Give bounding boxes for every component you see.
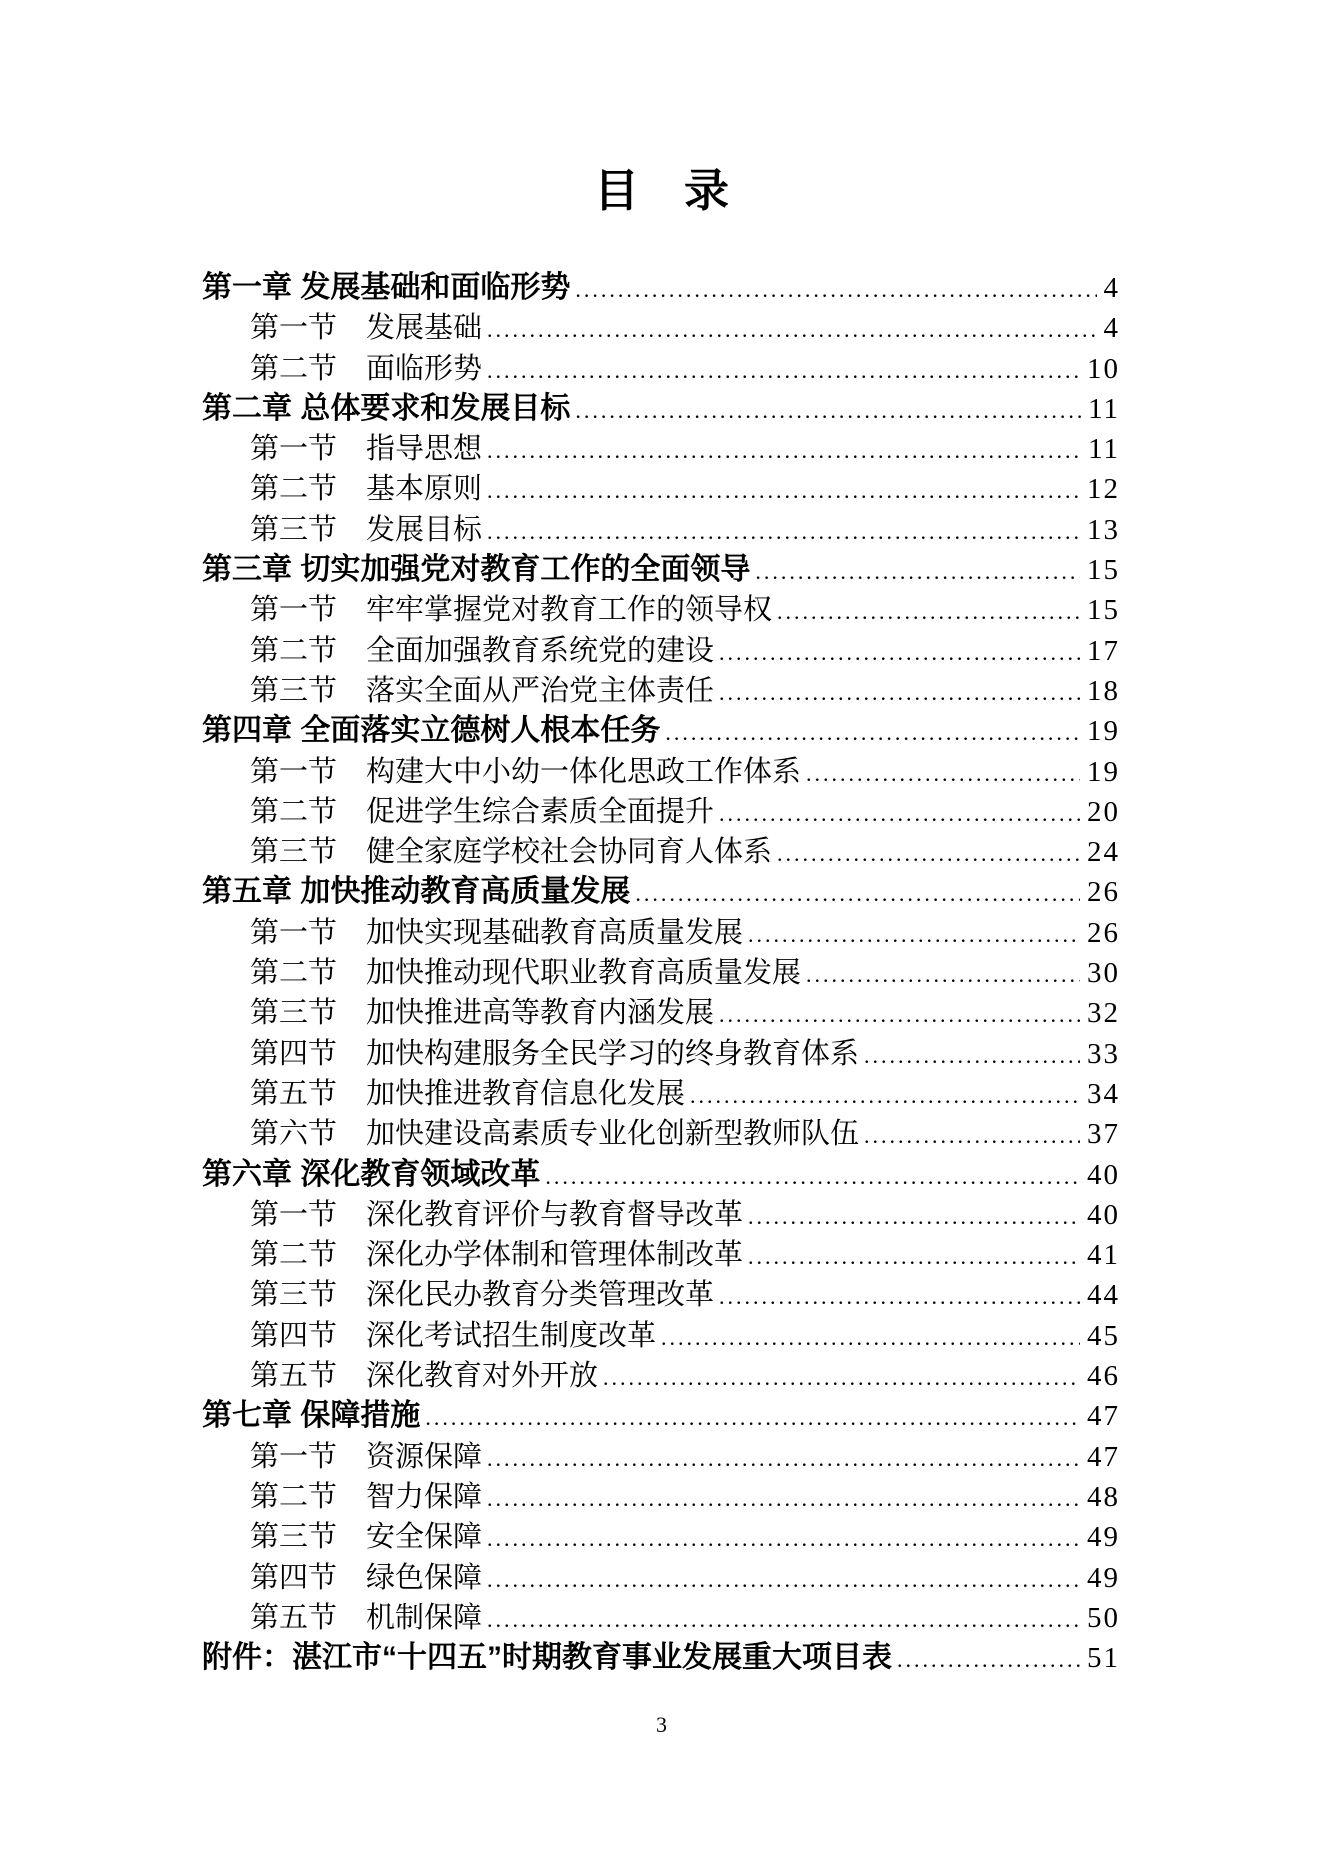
toc-leader-dots xyxy=(665,713,1080,751)
toc-leader-dots xyxy=(487,471,1080,509)
toc-page-number: 30 xyxy=(1087,957,1120,990)
toc-page-number: 24 xyxy=(1087,836,1120,869)
toc-entry[interactable] xyxy=(202,349,1120,389)
toc-entry[interactable] xyxy=(202,1558,1120,1598)
toc-page-number: 26 xyxy=(1087,876,1120,909)
toc-page-number: 10 xyxy=(1087,352,1120,385)
page-footer xyxy=(0,1712,1323,1738)
toc-leader-dots xyxy=(748,915,1080,953)
toc-entry[interactable] xyxy=(202,1074,1120,1114)
toc-entry-label: 第五节 加快推进教育信息化发展 xyxy=(250,1077,686,1110)
toc-leader-dots xyxy=(487,1439,1080,1477)
toc-leader-dots xyxy=(487,1600,1080,1638)
toc-entry-label: 第三节 落实全面从严治党主体责任 xyxy=(250,674,715,707)
toc-page-number: 49 xyxy=(1087,1521,1120,1554)
toc-page-number: 48 xyxy=(1087,1480,1120,1513)
toc-entry[interactable] xyxy=(202,1034,1120,1074)
toc-leader-dots xyxy=(545,1157,1080,1195)
toc-leader-dots xyxy=(719,633,1080,671)
toc-entry-label: 第五节 深化教育对外开放 xyxy=(250,1360,599,1393)
page-title: 目 录 xyxy=(593,165,729,216)
toc-leader-dots xyxy=(487,1479,1080,1517)
toc-entry[interactable] xyxy=(202,1235,1120,1275)
toc-leader-dots xyxy=(806,754,1080,792)
toc-page-number: 11 xyxy=(1088,392,1120,425)
toc-entry[interactable] xyxy=(202,469,1120,509)
toc-page-number: 4 xyxy=(1103,312,1120,345)
toc-entry[interactable] xyxy=(202,631,1120,671)
toc-page-number: 19 xyxy=(1087,715,1120,748)
toc-page-number: 26 xyxy=(1087,916,1120,949)
toc-entry[interactable] xyxy=(202,1437,1120,1477)
toc-page-number: 50 xyxy=(1087,1601,1120,1634)
toc-leader-dots xyxy=(719,794,1080,832)
toc-leader-dots xyxy=(487,431,1081,469)
toc-entry[interactable] xyxy=(202,389,1120,429)
toc-leader-dots xyxy=(603,1358,1080,1396)
toc-entry[interactable] xyxy=(202,1275,1120,1315)
toc-leader-dots xyxy=(777,592,1080,630)
toc-entry[interactable] xyxy=(202,510,1120,550)
toc-entry-label: 第二节 面临形势 xyxy=(250,352,483,385)
toc-entry-label: 第一节 指导思想 xyxy=(250,433,483,466)
toc-entry-label: 第四节 深化考试招生制度改革 xyxy=(250,1319,657,1352)
toc-entry[interactable] xyxy=(202,711,1120,751)
toc-entry[interactable] xyxy=(202,1195,1120,1235)
toc-entry-label: 第三节 深化民办教育分类管理改革 xyxy=(250,1279,715,1312)
toc-page-number: 32 xyxy=(1087,997,1120,1030)
toc-page-number: 19 xyxy=(1087,755,1120,788)
toc-entry-label: 第四章 全面落实立德树人根本任务 xyxy=(202,714,661,748)
toc-page-number: 37 xyxy=(1087,1118,1120,1151)
toc-entry[interactable] xyxy=(202,308,1120,348)
toc-leader-dots xyxy=(719,1277,1080,1315)
toc-leader-dots xyxy=(487,1519,1080,1557)
toc-entry[interactable] xyxy=(202,268,1120,308)
toc-entry-label: 第六节 加快建设高素质专业化创新型教师队伍 xyxy=(250,1118,860,1151)
toc-page-number: 46 xyxy=(1087,1360,1120,1393)
toc-page-number: 45 xyxy=(1087,1319,1120,1352)
toc-page-number: 20 xyxy=(1087,795,1120,828)
toc-page-number: 18 xyxy=(1087,674,1120,707)
toc-page-number: 47 xyxy=(1087,1440,1120,1473)
toc-leader-dots xyxy=(897,1640,1080,1678)
toc-entry[interactable] xyxy=(202,1517,1120,1557)
toc-page-number: 34 xyxy=(1087,1077,1120,1110)
toc-entry-label: 第六章 深化教育领域改革 xyxy=(202,1157,541,1191)
toc-leader-dots xyxy=(575,391,1081,429)
toc-leader-dots xyxy=(719,673,1080,711)
toc-leader-dots xyxy=(748,1197,1080,1235)
toc-entry-label: 第五章 加快推动教育高质量发展 xyxy=(202,875,631,909)
toc-leader-dots xyxy=(748,1237,1080,1275)
toc-entry-label: 第三节 健全家庭学校社会协同育人体系 xyxy=(250,836,773,869)
toc-page-number: 17 xyxy=(1087,634,1120,667)
toc-leader-dots xyxy=(575,270,1096,308)
toc-entry[interactable] xyxy=(202,792,1120,832)
toc-entry-label: 第二节 基本原则 xyxy=(250,473,483,506)
toc-leader-dots xyxy=(661,1318,1080,1356)
toc-leader-dots xyxy=(777,834,1080,872)
toc-page-number: 15 xyxy=(1087,594,1120,627)
toc-page-number: 49 xyxy=(1087,1561,1120,1594)
toc-entry-label: 第四节 加快构建服务全民学习的终身教育体系 xyxy=(250,1037,860,1070)
toc-entry[interactable] xyxy=(202,1316,1120,1356)
toc-entry-label: 第一章 发展基础和面临形势 xyxy=(202,271,571,304)
toc-entry[interactable] xyxy=(202,832,1120,872)
toc-entry-label: 第五节 机制保障 xyxy=(250,1601,483,1634)
toc-page-number: 47 xyxy=(1087,1400,1120,1433)
toc-entry[interactable] xyxy=(202,913,1120,953)
toc-entry[interactable] xyxy=(202,590,1120,630)
toc-entry-label: 第二节 智力保障 xyxy=(250,1480,483,1513)
toc-leader-dots xyxy=(635,874,1080,912)
toc-entry-label: 第三章 切实加强党对教育工作的全面领导 xyxy=(202,553,751,587)
toc-entry[interactable] xyxy=(202,1114,1120,1154)
toc-entry-label: 第三节 加快推进高等教育内涵发展 xyxy=(250,997,715,1030)
toc-entry[interactable] xyxy=(202,953,1120,993)
toc-page-number: 40 xyxy=(1087,1198,1120,1231)
toc-entry[interactable] xyxy=(202,1477,1120,1517)
toc-entry-label: 第一节 深化教育评价与教育督导改革 xyxy=(250,1198,744,1231)
toc-page-number: 40 xyxy=(1087,1158,1120,1191)
toc-leader-dots xyxy=(864,1116,1080,1154)
toc-entry[interactable] xyxy=(202,872,1120,912)
toc-entry-label: 第二章 总体要求和发展目标 xyxy=(202,391,571,425)
toc-entry-label: 第二节 促进学生综合素质全面提升 xyxy=(250,795,715,828)
toc-entry-label: 第一节 发展基础 xyxy=(250,312,483,345)
toc-entry-label: 第四节 绿色保障 xyxy=(250,1561,483,1594)
toc-entry[interactable] xyxy=(202,671,1120,711)
toc-page-number: 33 xyxy=(1087,1037,1120,1070)
toc-entry[interactable] xyxy=(202,1638,1120,1678)
toc-entry[interactable] xyxy=(202,429,1120,469)
toc-entry-label: 第七章 保障措施 xyxy=(202,1399,421,1433)
toc-entry[interactable] xyxy=(202,1155,1120,1195)
toc-entry-label: 第三节 发展目标 xyxy=(250,513,483,546)
toc-entry[interactable] xyxy=(202,1598,1120,1638)
toc-entry[interactable] xyxy=(202,752,1120,792)
toc-leader-dots xyxy=(487,310,1096,348)
toc-leader-dots xyxy=(487,1560,1080,1598)
toc-entry-label: 附件：湛江市“十四五”时期教育事业发展重大项目表 xyxy=(202,1641,892,1675)
toc-entry-label: 第一节 牢牢掌握党对教育工作的领导权 xyxy=(250,594,773,627)
toc-leader-dots xyxy=(864,1036,1080,1074)
toc-entry-label: 第三节 安全保障 xyxy=(250,1521,483,1554)
toc-entry[interactable] xyxy=(202,1356,1120,1396)
toc-page-number: 15 xyxy=(1087,554,1120,587)
toc-page-number: 11 xyxy=(1088,433,1120,466)
table-of-contents xyxy=(202,268,1120,1678)
toc-entry[interactable] xyxy=(202,550,1120,590)
toc-page-number: 41 xyxy=(1087,1239,1120,1272)
footer-page-number: 3 xyxy=(656,1712,667,1737)
toc-entry-label: 第一节 构建大中小幼一体化思政工作体系 xyxy=(250,755,802,788)
toc-entry-label: 第一节 资源保障 xyxy=(250,1440,483,1473)
toc-leader-dots xyxy=(755,552,1080,590)
toc-entry[interactable] xyxy=(202,993,1120,1033)
toc-leader-dots xyxy=(719,995,1080,1033)
toc-leader-dots xyxy=(425,1398,1080,1436)
toc-page-number: 4 xyxy=(1103,272,1120,304)
toc-leader-dots xyxy=(487,351,1080,389)
toc-entry-label: 第一节 加快实现基础教育高质量发展 xyxy=(250,916,744,949)
toc-page-number: 12 xyxy=(1087,473,1120,506)
toc-page-number: 44 xyxy=(1087,1279,1120,1312)
toc-entry-label: 第二节 深化办学体制和管理体制改革 xyxy=(250,1239,744,1272)
toc-page-number: 51 xyxy=(1087,1642,1120,1675)
toc-entry-label: 第二节 加快推动现代职业教育高质量发展 xyxy=(250,957,802,990)
toc-entry[interactable] xyxy=(202,1396,1120,1436)
toc-leader-dots xyxy=(487,512,1080,550)
toc-entry-label: 第二节 全面加强教育系统党的建设 xyxy=(250,634,715,667)
toc-leader-dots xyxy=(690,1076,1080,1114)
toc-page-number: 13 xyxy=(1087,513,1120,546)
toc-leader-dots xyxy=(806,955,1080,993)
